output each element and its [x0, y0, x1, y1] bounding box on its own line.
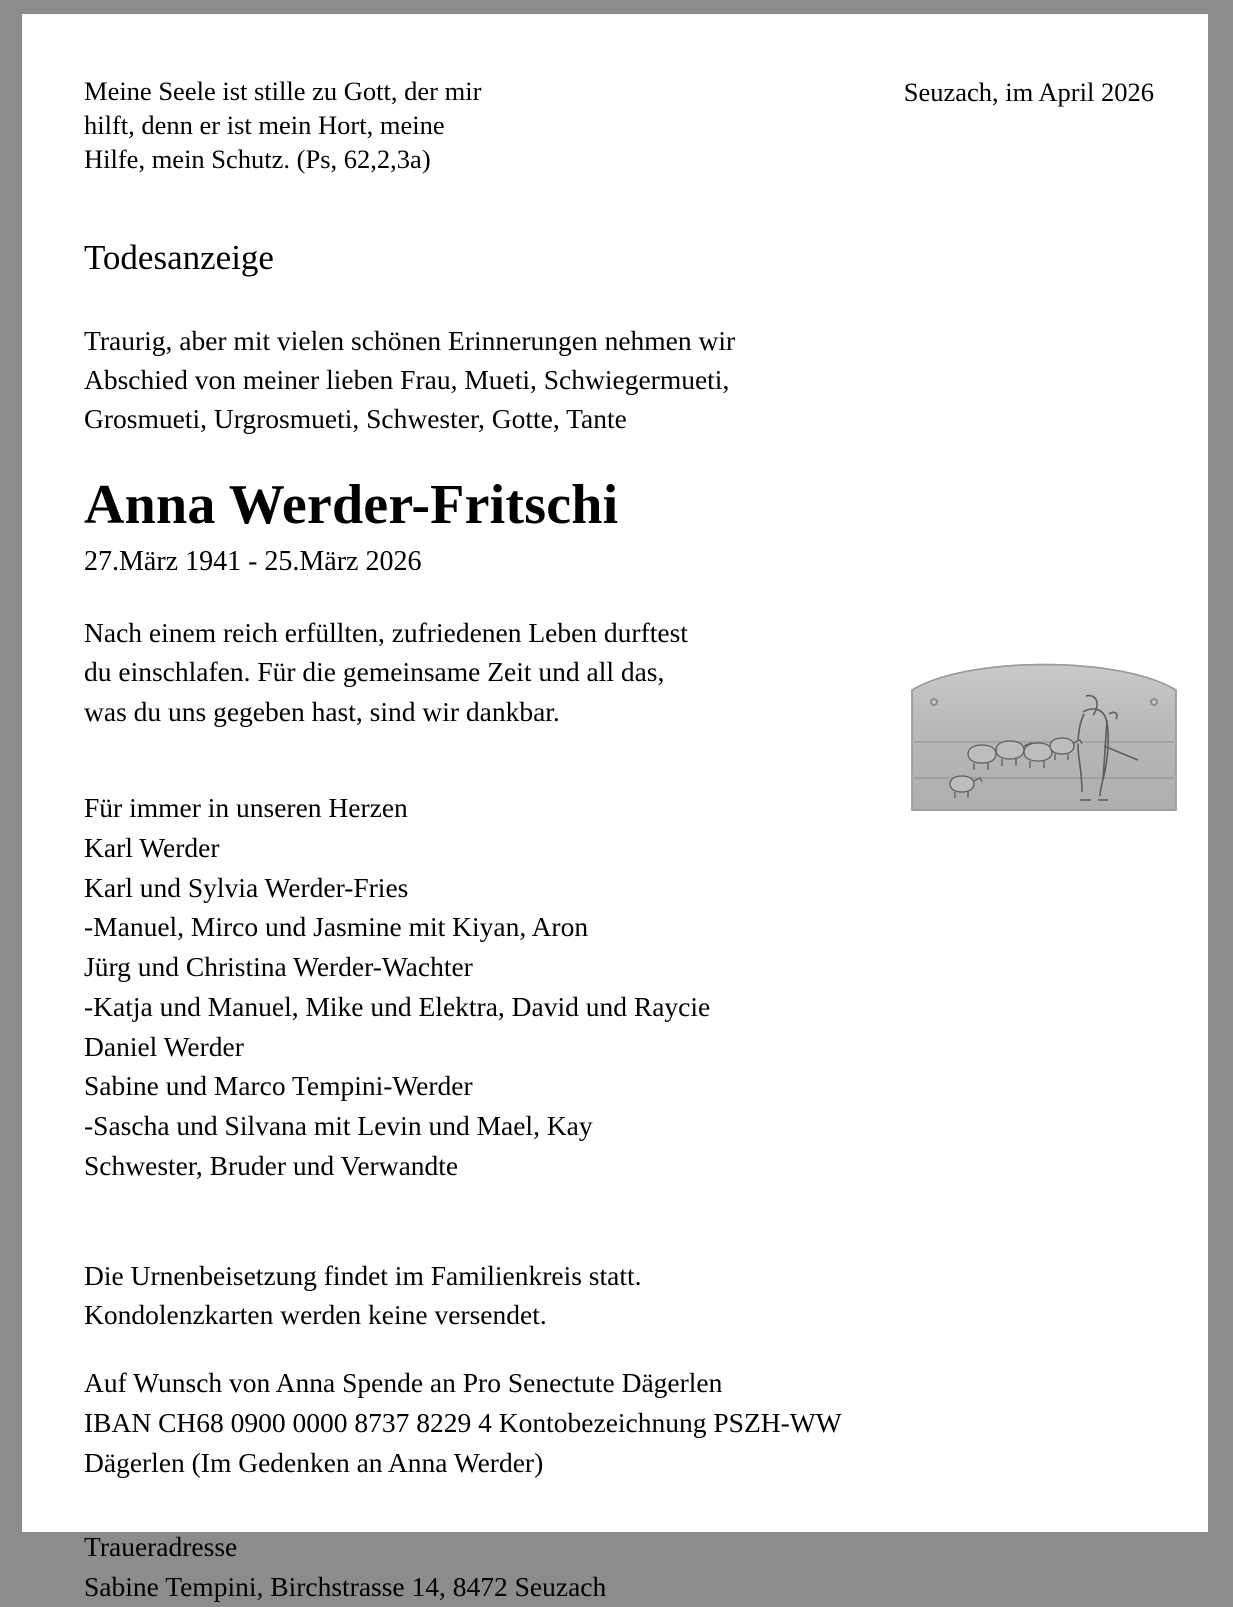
verse-line-3: Hilfe, mein Schutz. (Ps, 62,2,3a)	[84, 144, 431, 175]
memorial-line-3: was du uns gegeben hast, sind wir dankbar.	[84, 696, 560, 728]
verse-line-2: hilft, denn er ist mein Hort, meine	[84, 110, 445, 141]
memorial-line-2: du einschlafen. Für die gemeinsame Zeit und all das,	[84, 656, 665, 688]
family-line-8: Sabine und Marco Tempini-Werder	[84, 1070, 473, 1102]
funeral-info-line-1: Die Urnenbeisetzung findet im Familienkreis statt.	[84, 1259, 642, 1291]
life-dates: 27.März 1941 - 25.März 2026	[84, 545, 422, 577]
bible-verse	[84, 74, 574, 177]
address-value: Sabine Tempini, Birchstrasse 14, 8472 Seuzach	[84, 1570, 607, 1602]
family-line-4: -Manuel, Mirco und Jasmine mit Kiyan, Aron	[84, 911, 589, 943]
mourning-address	[84, 1527, 1154, 1607]
address-label: Traueradresse	[84, 1530, 238, 1562]
funeral-info-line-2: Kondolenzkarten werden keine versendet.	[84, 1299, 547, 1331]
page-title: Todesanzeige	[84, 237, 274, 277]
verse-line-1: Meine Seele ist stille zu Gott, der mir	[84, 76, 482, 106]
family-line-1: Für immer in unseren Herzen	[84, 792, 408, 824]
intro-line-1: Traurig, aber mit vielen schönen Erinnerungen nehmen wir	[84, 325, 736, 357]
obituary-content	[84, 74, 1154, 1607]
deceased-name: Anna Werder-Fritschi	[84, 474, 619, 537]
intro-text	[84, 321, 1154, 438]
family-line-10: Schwester, Bruder und Verwandte	[84, 1149, 459, 1181]
memorial-text	[84, 613, 1154, 733]
header-row	[84, 74, 1154, 177]
family-line-5: Jürg und Christina Werder-Wachter	[84, 951, 473, 983]
memorial-line-1: Nach einem reich erfüllten, zufriedenen Leben durftest	[84, 616, 688, 648]
family-line-6: -Katja und Manuel, Mike und Elektra, David und Raycie	[84, 990, 711, 1022]
family-line-9: -Sascha und Silvana mit Levin und Mael, Kay	[84, 1110, 593, 1142]
donation-line-2: IBAN CH68 0900 0000 8737 8229 4 Kontobezeichnung PSZH-WW	[84, 1407, 842, 1439]
family-line-2: Karl Werder	[84, 831, 220, 863]
place-and-date: Seuzach, im April 2026	[903, 77, 1154, 107]
obituary-page	[22, 14, 1208, 1602]
intro-line-2: Abschied von meiner lieben Frau, Mueti, Schwiegermueti,	[84, 364, 730, 396]
family-line-3: Karl und Sylvia Werder-Fries	[84, 871, 409, 903]
funeral-info	[84, 1256, 1154, 1336]
donation-line-1: Auf Wunsch von Anna Spende an Pro Senectute Dägerlen	[84, 1367, 723, 1399]
donation-line-3: Dägerlen (Im Gedenken an Anna Werder)	[84, 1447, 544, 1479]
family-list	[84, 788, 1154, 1185]
family-line-7: Daniel Werder	[84, 1030, 244, 1062]
donation-info	[84, 1363, 1154, 1483]
intro-line-3: Grosmueti, Urgrosmueti, Schwester, Gotte, Tante	[84, 403, 627, 435]
